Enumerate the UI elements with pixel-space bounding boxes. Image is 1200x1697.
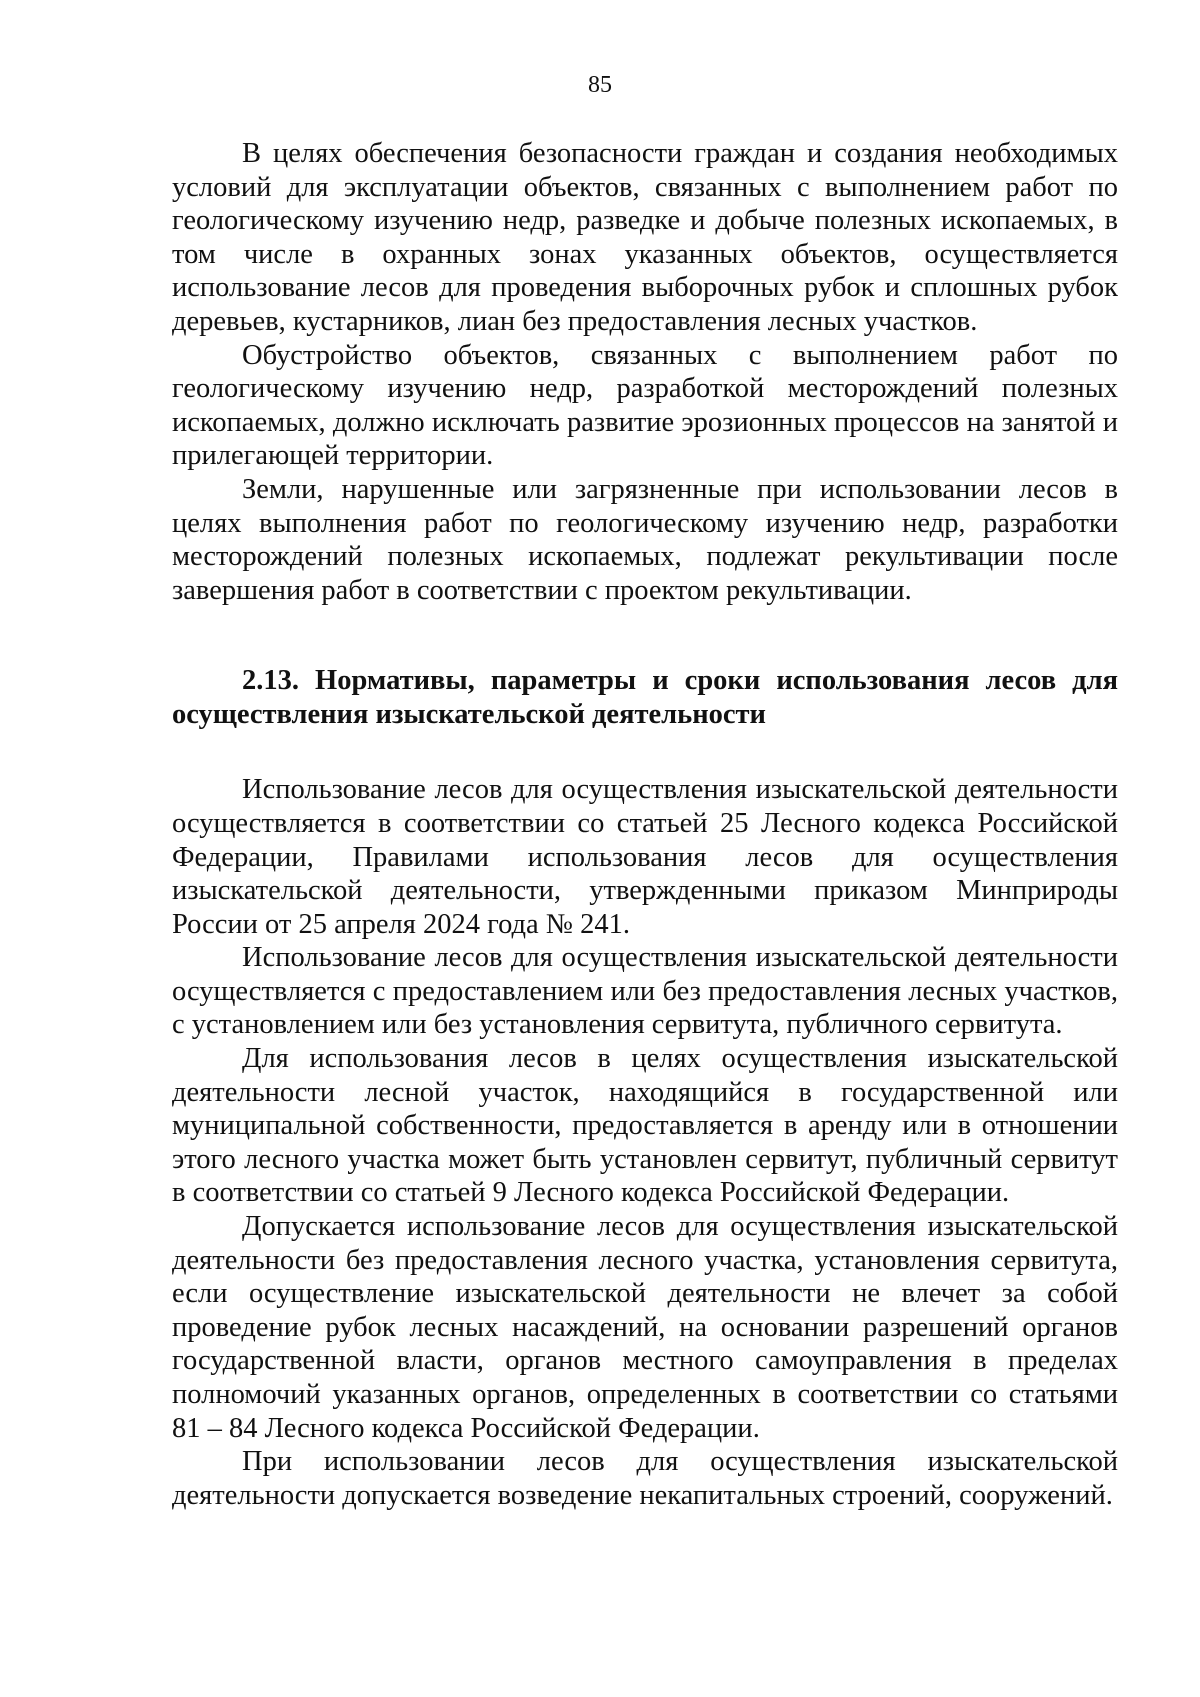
document-body	[172, 137, 1118, 1512]
paragraph: Земли, нарушенные или загрязненные при использовании лесов в целях выполнения работ по геологическому изучению недр, разработки месторождений полезных ископаемых, подлежат рекультивации после завершения работ в соответствии с проектом рекультивации.	[172, 473, 1118, 606]
paragraph: В целях обеспечения безопасности граждан и создания необходимых условий для эксплуатации объектов, связанных с выполнением работ по геологическому изучению недр, разведке и добыче полезных ископаемых, в том числе в охранных зонах указанных объектов, осуществляется использование лесов для проведения выборочных рубок и сплошных рубок деревьев, кустарников, лиан без предоставления лесных участков.	[172, 138, 1118, 337]
paragraph: Обустройство объектов, связанных с выполнением работ по геологическому изучению недр, разработкой месторождений полезных ископаемых, должно исключать развитие эрозионных процессов на занятой и прилегающей территории.	[172, 339, 1118, 472]
paragraph: Использование лесов для осуществления изыскательской деятельности осуществляется с предоставлением или без предоставления лесных участков, с установлением или без установления сервитута, публичного сервитута.	[172, 942, 1118, 1041]
section-heading: 2.13. Нормативы, параметры и сроки использования лесов для осуществления изыскательской деятельности	[172, 665, 1118, 731]
paragraph: При использовании лесов для осуществления изыскательской деятельности допускается возведение некапитальных строений, сооружений.	[172, 1446, 1118, 1511]
paragraph: Допускается использование лесов для осуществления изыскательской деятельности без предоставления лесного участка, установления сервитута, если осуществление изыскательской деятельности не влечет за собой проведение рубок лесных насаждений, на основании разрешений органов государственной власти, органов местного самоуправления в пределах полномочий указанных органов, определенных в соответствии со статьями 81 – 84 Лесного кодекса Российской Федерации.	[172, 1211, 1118, 1444]
page-number: 85	[588, 72, 612, 98]
paragraph: Использование лесов для осуществления изыскательской деятельности осуществляется в соответствии со статьей 25 Лесного кодекса Российской Федерации, Правилами использования лесов для осуществления изыскательской деятельности, утвержденными приказом Минприроды России от 25 апреля 2024 года № 241.	[172, 774, 1118, 940]
paragraph: Для использования лесов в целях осуществления изыскательской деятельности лесной участок, находящийся в государственной или муниципальной собственности, предоставляется в аренду или в отношении этого лесного участка может быть установлен сервитут, публичный сервитут в соответствии со статьей 9 Лесного кодекса Российской Федерации.	[172, 1043, 1118, 1209]
